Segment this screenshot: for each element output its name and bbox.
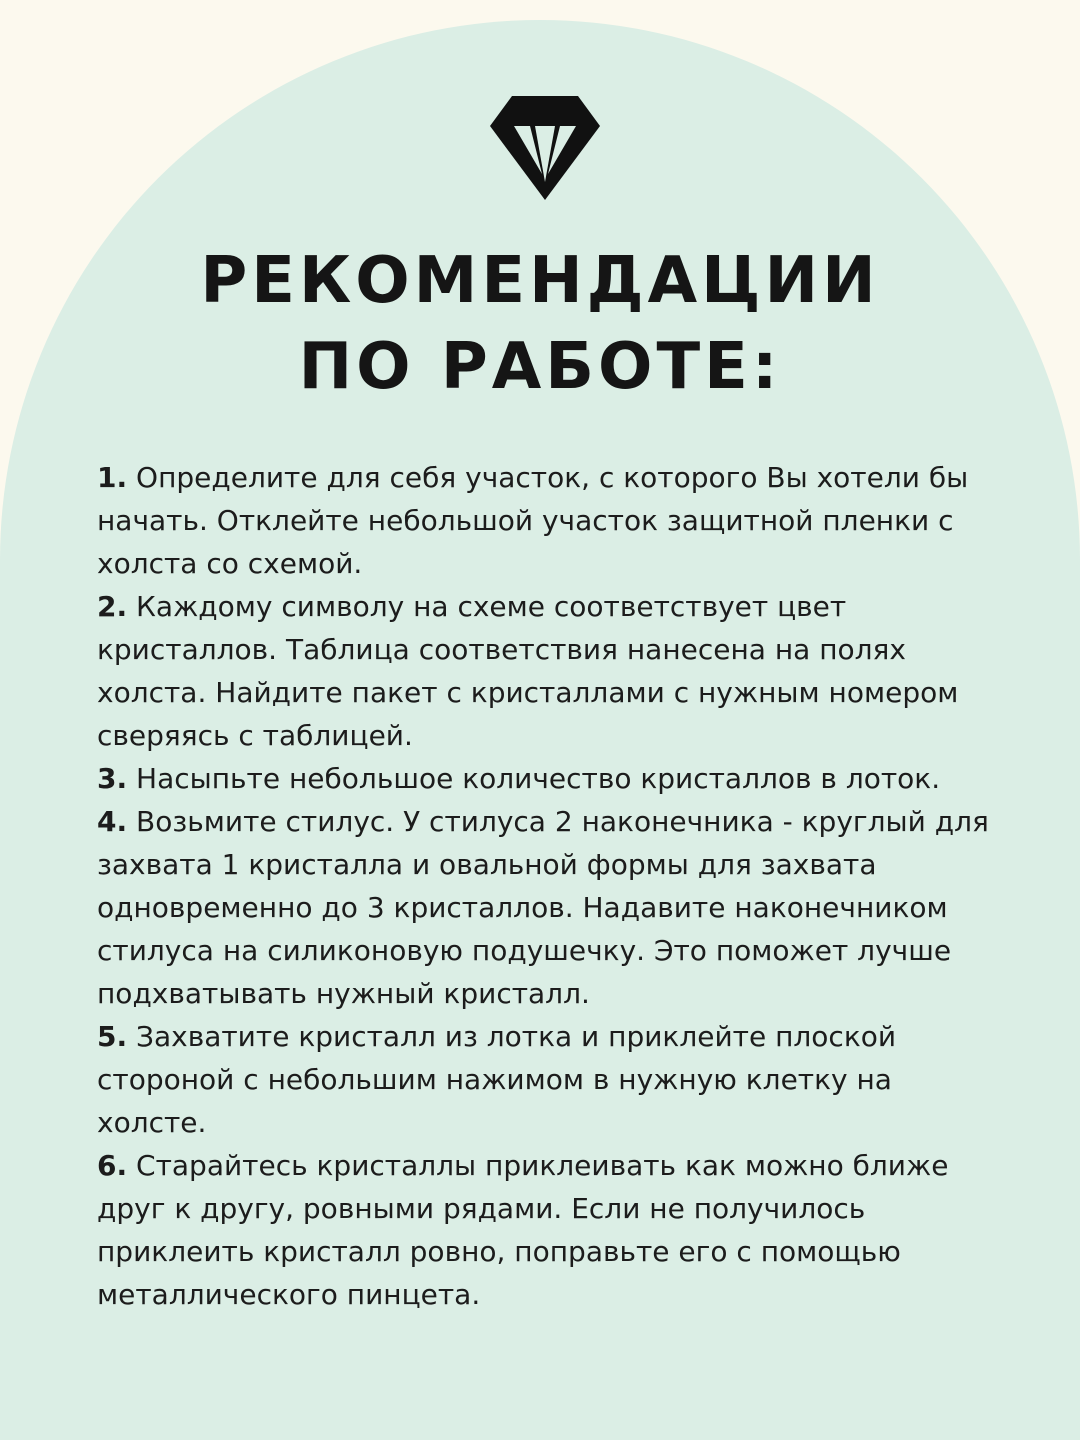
- list-item: [97, 456, 997, 585]
- list-item: [97, 757, 997, 800]
- instructions-list: [97, 456, 997, 1316]
- step-text: Определите для себя участок, с которого Вы хотели бы начать. Отклейте небольшой участок защитной пленки с холста со схемой.: [97, 461, 969, 580]
- list-item: [97, 585, 997, 757]
- title-line-2: ПО РАБОТЕ:: [298, 330, 782, 404]
- title-line-1: РЕКОМЕНДАЦИИ: [200, 244, 880, 318]
- step-text: Насыпьте небольшое количество кристаллов в лоток.: [136, 762, 941, 795]
- step-text: Возьмите стилус. У стилуса 2 наконечника - круглый для захвата 1 кристалла и овальной формы для захвата одновременно до 3 кристаллов. Надавите наконечником стилуса на силиконовую подушечку. Это поможет лучше подхватывать нужный кристалл.: [97, 805, 989, 1010]
- page-title: [0, 238, 1080, 410]
- step-number: 1.: [97, 461, 128, 494]
- list-item: [97, 1144, 997, 1316]
- diamond-icon: [490, 96, 600, 200]
- step-number: 6.: [97, 1149, 128, 1182]
- step-number: 5.: [97, 1020, 128, 1053]
- step-text: Захватите кристалл из лотка и приклейте плоской стороной с небольшим нажимом в нужную клетку на холсте.: [97, 1020, 897, 1139]
- step-number: 2.: [97, 590, 128, 623]
- step-text: Каждому символу на схеме соответствует цвет кристаллов. Таблица соответствия нанесена на полях холста. Найдите пакет с кристаллами с нужным номером сверяясь с таблицей.: [97, 590, 959, 752]
- step-number: 4.: [97, 805, 128, 838]
- list-item: [97, 800, 997, 1015]
- step-number: 3.: [97, 762, 128, 795]
- step-text: Старайтесь кристаллы приклеивать как можно ближе друг к другу, ровными рядами. Если не получилось приклеить кристалл ровно, поправьте его с помощью металлического пинцета.: [97, 1149, 949, 1311]
- list-item: [97, 1015, 997, 1144]
